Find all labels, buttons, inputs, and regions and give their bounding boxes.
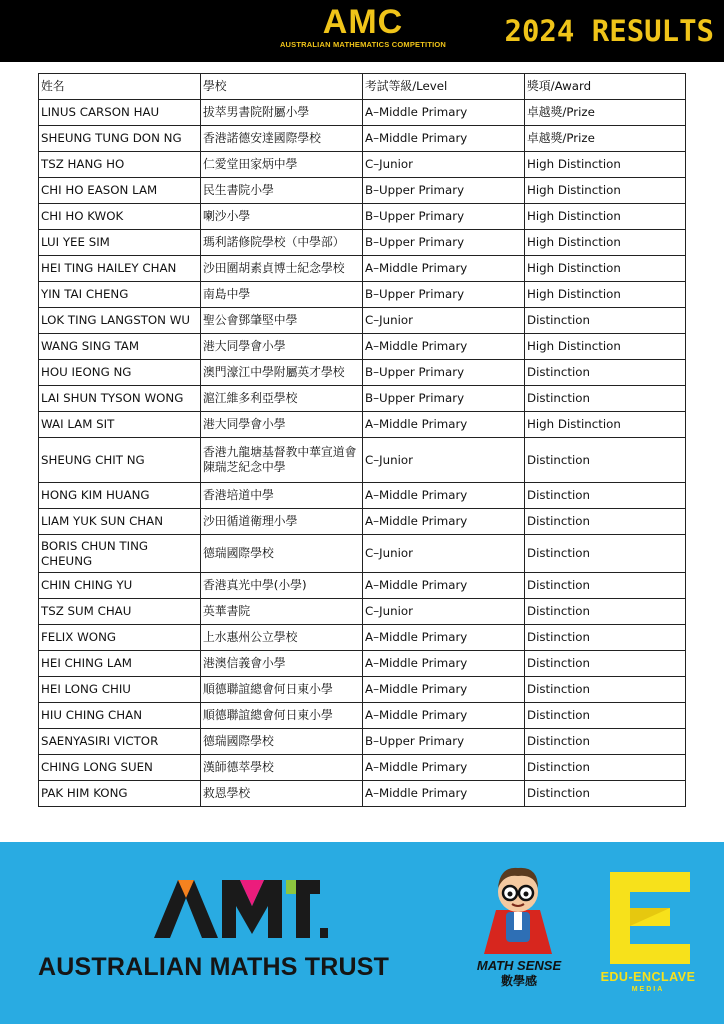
school-cell: 南島中學 [201, 282, 363, 308]
level-cell: A–Middle Primary [363, 781, 525, 807]
school-cell: 香港諾德安達國際學校 [201, 126, 363, 152]
student-name-cell: SHEUNG TUNG DON NG [39, 126, 201, 152]
level-cell: B–Upper Primary [363, 282, 525, 308]
table-row [39, 509, 686, 535]
student-name-cell: HEI CHING LAM [39, 651, 201, 677]
student-name-cell: HONG KIM HUANG [39, 483, 201, 509]
results-heading: 2024 RESULTS [504, 14, 714, 48]
award-cell: Distinction [525, 625, 686, 651]
school-cell: 漢師德萃學校 [201, 755, 363, 781]
level-cell: B–Upper Primary [363, 204, 525, 230]
level-cell: A–Middle Primary [363, 483, 525, 509]
table-row [39, 703, 686, 729]
student-name-cell: YIN TAI CHENG [39, 282, 201, 308]
award-cell: Distinction [525, 308, 686, 334]
level-cell: C–Junior [363, 308, 525, 334]
school-cell: 順德聯誼總會何日東小學 [201, 677, 363, 703]
table-row [39, 781, 686, 807]
student-name-cell: SHEUNG CHIT NG [39, 438, 201, 483]
student-name-cell: LUI YEE SIM [39, 230, 201, 256]
table-row [39, 755, 686, 781]
student-name-cell: WAI LAM SIT [39, 412, 201, 438]
edu-enclave-logo-icon [600, 868, 700, 968]
school-cell: 香港培道中學 [201, 483, 363, 509]
table-row [39, 230, 686, 256]
header-school: 學校 [201, 74, 363, 100]
student-name-cell: CHIN CHING YU [39, 573, 201, 599]
school-cell: 滬江維多利亞學校 [201, 386, 363, 412]
school-cell: 英華書院 [201, 599, 363, 625]
student-name-cell: LAI SHUN TYSON WONG [39, 386, 201, 412]
school-cell: 仁愛堂田家炳中學 [201, 152, 363, 178]
amc-title: AMC [322, 3, 404, 41]
award-cell: High Distinction [525, 204, 686, 230]
school-cell: 救恩學校 [201, 781, 363, 807]
table-row [39, 100, 686, 126]
award-cell: Distinction [525, 386, 686, 412]
student-name-cell: CHING LONG SUEN [39, 755, 201, 781]
award-cell: Distinction [525, 703, 686, 729]
award-cell: Distinction [525, 535, 686, 573]
award-cell: High Distinction [525, 412, 686, 438]
level-cell: C–Junior [363, 599, 525, 625]
level-cell: A–Middle Primary [363, 412, 525, 438]
school-cell: 沙田循道衛理小學 [201, 509, 363, 535]
student-name-cell: LIAM YUK SUN CHAN [39, 509, 201, 535]
results-table [38, 73, 686, 807]
award-cell: Distinction [525, 573, 686, 599]
table-row [39, 360, 686, 386]
table-row [39, 438, 686, 483]
level-cell: B–Upper Primary [363, 729, 525, 755]
edu-enclave-name: EDU-ENCLAVE [600, 970, 696, 984]
level-cell: B–Upper Primary [363, 386, 525, 412]
award-cell: Distinction [525, 729, 686, 755]
table-row [39, 677, 686, 703]
level-cell: A–Middle Primary [363, 703, 525, 729]
level-cell: B–Upper Primary [363, 178, 525, 204]
level-cell: A–Middle Primary [363, 256, 525, 282]
level-cell: A–Middle Primary [363, 509, 525, 535]
school-cell: 香港真光中學(小學) [201, 573, 363, 599]
award-cell: High Distinction [525, 178, 686, 204]
math-sense-name: MATH SENSE [476, 958, 562, 973]
award-cell: High Distinction [525, 152, 686, 178]
table-row [39, 308, 686, 334]
table-row [39, 412, 686, 438]
level-cell: A–Middle Primary [363, 573, 525, 599]
award-cell: Distinction [525, 755, 686, 781]
award-cell: High Distinction [525, 282, 686, 308]
student-name-cell: HIU CHING CHAN [39, 703, 201, 729]
table-row [39, 152, 686, 178]
table-header-row [39, 74, 686, 100]
student-name-cell: LOK TING LANGSTON WU [39, 308, 201, 334]
level-cell: A–Middle Primary [363, 334, 525, 360]
school-cell: 香港九龍塘基督教中華宣道會陳瑞芝紀念中學 [201, 438, 363, 483]
level-cell: C–Junior [363, 535, 525, 573]
award-cell: High Distinction [525, 334, 686, 360]
school-cell: 民生書院小學 [201, 178, 363, 204]
student-name-cell: CHI HO KWOK [39, 204, 201, 230]
header-level: 考試等級/Level [363, 74, 525, 100]
school-cell: 聖公會鄧肇堅中學 [201, 308, 363, 334]
header-award: 獎項/Award [525, 74, 686, 100]
student-name-cell: BORIS CHUN TING CHEUNG [39, 535, 201, 573]
student-name-cell: LINUS CARSON HAU [39, 100, 201, 126]
table-row [39, 483, 686, 509]
table-row [39, 386, 686, 412]
amc-subtitle: AUSTRALIAN MATHEMATICS COMPETITION [279, 40, 447, 49]
level-cell: B–Upper Primary [363, 230, 525, 256]
student-name-cell: HEI LONG CHIU [39, 677, 201, 703]
table-row [39, 126, 686, 152]
award-cell: Distinction [525, 781, 686, 807]
school-cell: 上水惠州公立學校 [201, 625, 363, 651]
school-cell: 德瑞國際學校 [201, 729, 363, 755]
level-cell: B–Upper Primary [363, 360, 525, 386]
school-cell: 港大同學會小學 [201, 334, 363, 360]
school-cell: 澳門濠江中學附屬英才學校 [201, 360, 363, 386]
math-sense-label [463, 958, 575, 989]
award-cell: 卓越獎/Prize [525, 100, 686, 126]
table-body [39, 74, 686, 807]
table-row [39, 204, 686, 230]
student-name-cell: WANG SING TAM [39, 334, 201, 360]
school-cell: 瑪利諾修院學校（中學部） [201, 230, 363, 256]
table-row [39, 535, 686, 573]
award-cell: 卓越獎/Prize [525, 126, 686, 152]
table-row [39, 625, 686, 651]
level-cell: A–Middle Primary [363, 677, 525, 703]
school-cell: 喇沙小學 [201, 204, 363, 230]
level-cell: A–Middle Primary [363, 625, 525, 651]
level-cell: A–Middle Primary [363, 755, 525, 781]
edu-enclave-label [588, 970, 708, 995]
school-cell: 沙田圍胡素貞博士紀念學校 [201, 256, 363, 282]
level-cell: A–Middle Primary [363, 100, 525, 126]
table-row [39, 334, 686, 360]
award-cell: Distinction [525, 677, 686, 703]
amc-logo [277, 4, 449, 50]
table-row [39, 256, 686, 282]
table-row [39, 178, 686, 204]
award-cell: Distinction [525, 599, 686, 625]
table-row [39, 651, 686, 677]
award-cell: Distinction [525, 651, 686, 677]
school-cell: 港澳信義會小學 [201, 651, 363, 677]
student-name-cell: CHI HO EASON LAM [39, 178, 201, 204]
level-cell: A–Middle Primary [363, 126, 525, 152]
math-sense-chinese: 數學感 [500, 974, 537, 988]
award-cell: Distinction [525, 360, 686, 386]
student-name-cell: SAENYASIRI VICTOR [39, 729, 201, 755]
award-cell: Distinction [525, 438, 686, 483]
student-name-cell: TSZ HANG HO [39, 152, 201, 178]
table-row [39, 282, 686, 308]
student-name-cell: PAK HIM KONG [39, 781, 201, 807]
level-cell: A–Middle Primary [363, 651, 525, 677]
school-cell: 拔萃男書院附屬小學 [201, 100, 363, 126]
math-sense-mascot-icon [478, 858, 558, 958]
award-cell: High Distinction [525, 256, 686, 282]
school-cell: 港大同學會小學 [201, 412, 363, 438]
student-name-cell: TSZ SUM CHAU [39, 599, 201, 625]
level-cell: C–Junior [363, 152, 525, 178]
award-cell: Distinction [525, 483, 686, 509]
student-name-cell: HEI TING HAILEY CHAN [39, 256, 201, 282]
table-row [39, 573, 686, 599]
award-cell: Distinction [525, 509, 686, 535]
student-name-cell: HOU IEONG NG [39, 360, 201, 386]
student-name-cell: FELIX WONG [39, 625, 201, 651]
edu-enclave-media: MEDIA [631, 986, 665, 993]
amt-logo-icon [148, 878, 328, 940]
header-name: 姓名 [39, 74, 201, 100]
header-banner [0, 0, 724, 62]
amt-name: AUSTRALIAN MATHS TRUST [38, 953, 390, 981]
school-cell: 德瑞國際學校 [201, 535, 363, 573]
table-row [39, 599, 686, 625]
school-cell: 順德聯誼總會何日東小學 [201, 703, 363, 729]
table-row [39, 729, 686, 755]
award-cell: High Distinction [525, 230, 686, 256]
level-cell: C–Junior [363, 438, 525, 483]
